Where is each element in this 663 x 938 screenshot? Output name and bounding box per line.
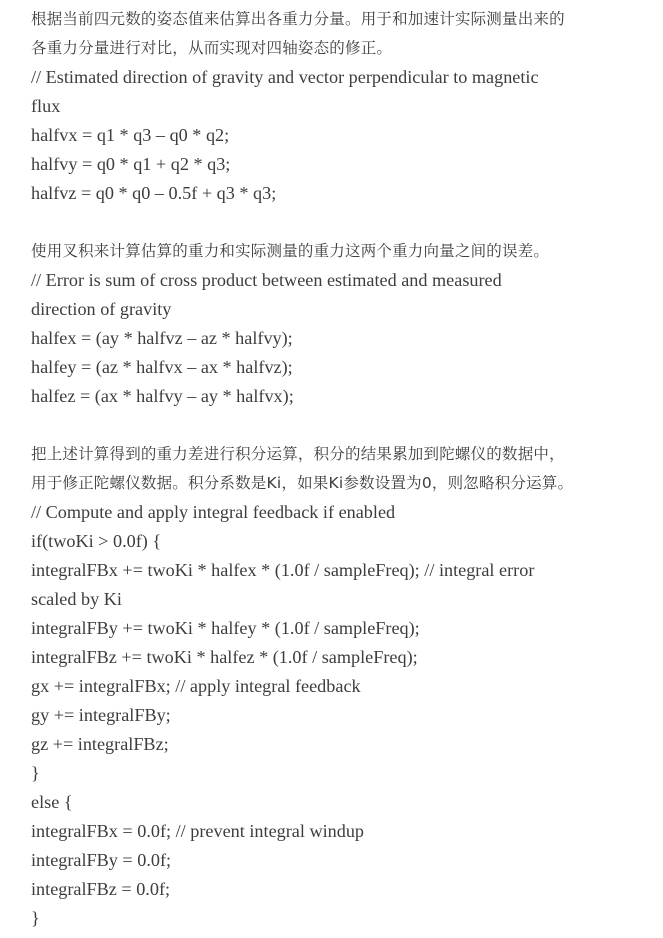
code-line: integralFBy = 0.0f; [31,850,172,870]
code-line: } [31,763,40,783]
code-line: gz += integralFBz; [31,734,169,754]
code-line: halfey = (az * halfvx – ax * halfvz); [31,357,293,377]
code-line: } [31,908,40,928]
code-line: scaled by Ki [31,589,122,609]
paragraph-text: 使用叉积来计算估算的重力和实际测量的重力这两个重力向量之间的误差。 [31,242,550,260]
code-line: if(twoKi > 0.0f) { [31,531,162,551]
code-comment: // Error is sum of cross product between estimated and measured [31,270,502,290]
paragraph-spacer [31,208,656,237]
code-line: gx += integralFBx; // apply integral feedback [31,676,361,696]
code-comment: // Estimated direction of gravity and vector perpendicular to magnetic [31,67,539,87]
section-integral-feedback [31,440,656,933]
paragraph-text: 把上述计算得到的重力差进行积分运算，积分的结果累加到陀螺仪的数据中， [31,445,565,463]
paragraph-text: 各重力分量进行对比，从而实现对四轴姿态的修正。 [31,39,393,57]
paragraph-text: 根据当前四元数的姿态值来估算出各重力分量。用于和加速计实际测量出来的 [31,10,565,28]
paragraph-text: 用于修正陀螺仪数据。积分系数是Ki，如果Ki参数设置为0，则忽略积分运算。 [31,474,574,492]
code-line: halfez = (ax * halfvy – ay * halfvx); [31,386,294,406]
paragraph-spacer [31,411,656,440]
code-line: halfvy = q0 * q1 + q2 * q3; [31,154,231,174]
code-line: integralFBz = 0.0f; [31,879,171,899]
code-comment: // Compute and apply integral feedback if enabled [31,502,396,522]
code-line: halfvz = q0 * q0 – 0.5f + q3 * q3; [31,183,277,203]
code-line: integralFBy += twoKi * halfey * (1.0f / sampleFreq); [31,618,420,638]
section-gravity-estimate [31,5,656,208]
code-line: gy += integralFBy; [31,705,171,725]
section-error-cross-product [31,237,656,411]
code-line: integralFBx += twoKi * halfex * (1.0f / sampleFreq); // integral error [31,560,535,580]
code-comment: flux [31,96,61,116]
code-line: integralFBx = 0.0f; // prevent integral windup [31,821,365,841]
article-body [31,5,656,933]
code-line: integralFBz += twoKi * halfez * (1.0f / sampleFreq); [31,647,418,667]
code-line: halfvx = q1 * q3 – q0 * q2; [31,125,230,145]
code-line: else { [31,792,73,812]
code-comment: direction of gravity [31,299,172,319]
code-line: halfex = (ay * halfvz – az * halfvy); [31,328,293,348]
